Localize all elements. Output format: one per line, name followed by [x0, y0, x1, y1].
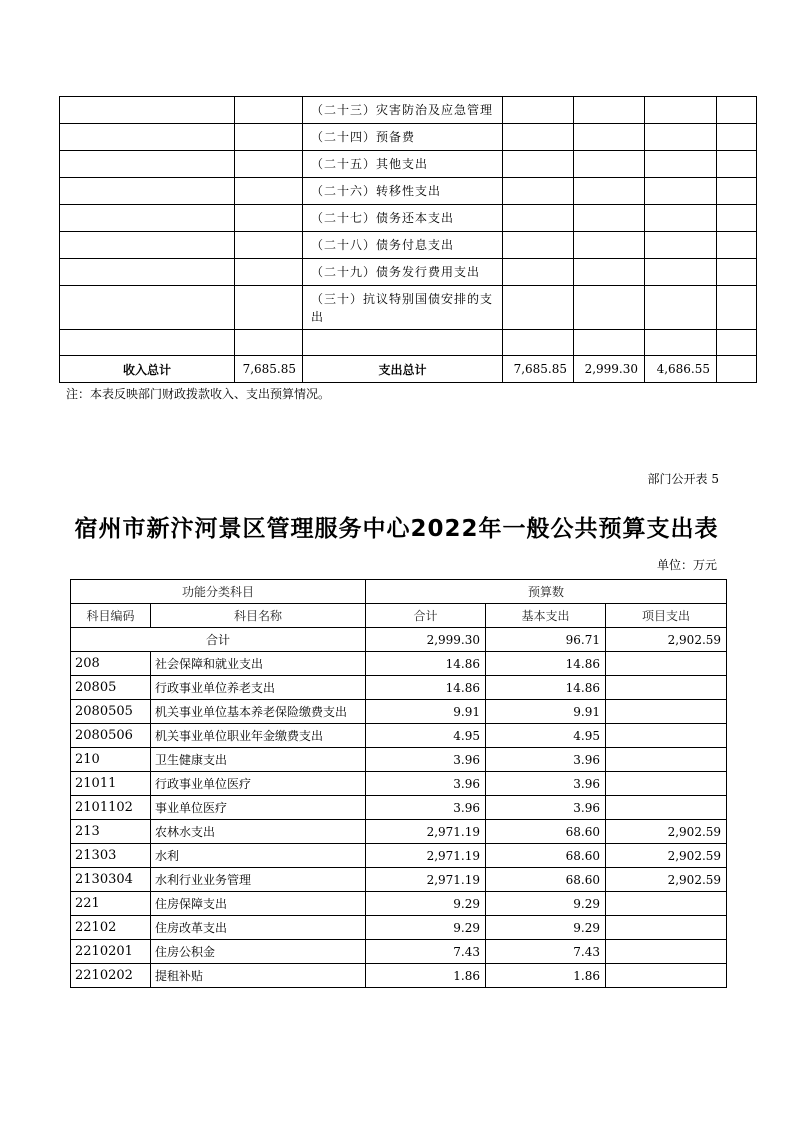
budget-basic: 3.96 [486, 748, 606, 772]
subject-name: 水利行业业务管理 [151, 868, 366, 892]
income-item-cell [60, 124, 235, 151]
prev-table-row [60, 286, 757, 330]
subject-name: 农林水支出 [151, 820, 366, 844]
header-col-row [71, 604, 727, 628]
table-number-label: 部门公开表 5 [647, 472, 719, 486]
subject-code: 2080506 [71, 724, 151, 748]
subject-code: 21011 [71, 772, 151, 796]
budget-project: 2,902.59 [606, 868, 727, 892]
expense-value-cell [503, 124, 574, 151]
table-row [71, 892, 727, 916]
table-row [71, 964, 727, 988]
expense-item-label: （二十七）债务还本支出 [303, 205, 503, 232]
empty-cell [717, 356, 757, 383]
subject-code: 2210201 [71, 940, 151, 964]
subject-code: 2210202 [71, 964, 151, 988]
budget-total: 14.86 [366, 676, 486, 700]
subject-code: 2101102 [71, 796, 151, 820]
subject-name: 住房公积金 [151, 940, 366, 964]
expense-item-label: （二十三）灾害防治及应急管理 [303, 97, 503, 124]
budget-basic: 14.86 [486, 676, 606, 700]
budget-basic: 68.60 [486, 820, 606, 844]
budget-project: 2,902.59 [606, 844, 727, 868]
budget-project [606, 964, 727, 988]
empty-cell [235, 330, 303, 356]
expense-project-cell [645, 205, 717, 232]
expense-extra-cell [717, 286, 757, 330]
expense-extra-cell [717, 232, 757, 259]
sum-project: 2,902.59 [606, 628, 727, 652]
expense-project-cell [645, 286, 717, 330]
income-value-cell [235, 97, 303, 124]
expense-item-label: （二十九）债务发行费用支出 [303, 259, 503, 286]
empty-cell [60, 330, 235, 356]
table-row [71, 772, 727, 796]
budget-total: 4.95 [366, 724, 486, 748]
income-value-cell [235, 124, 303, 151]
prev-table-blank-row [60, 330, 757, 356]
budget-total: 7.43 [366, 940, 486, 964]
empty-cell [717, 330, 757, 356]
expense-extra-cell [717, 178, 757, 205]
table-note: 注：本表反映部门财政拨款收入、支出预算情况。 [66, 387, 331, 401]
budget-total: 9.29 [366, 892, 486, 916]
sum-basic: 96.71 [486, 628, 606, 652]
expense-basic-cell [574, 259, 645, 286]
income-total-label: 收入总计 [60, 356, 235, 383]
expense-basic-cell [574, 178, 645, 205]
prev-table-row [60, 178, 757, 205]
subject-code: 21303 [71, 844, 151, 868]
table-row [71, 676, 727, 700]
prev-table-body [60, 97, 757, 383]
budget-basic: 68.60 [486, 868, 606, 892]
expense-basic-cell [574, 151, 645, 178]
header-group-row [71, 580, 727, 604]
income-item-cell [60, 286, 235, 330]
prev-table-total-row [60, 356, 757, 383]
table-row [71, 940, 727, 964]
table-row [71, 796, 727, 820]
expense-total-basic: 2,999.30 [574, 356, 645, 383]
header-name: 科目名称 [151, 604, 366, 628]
expense-basic-cell [574, 286, 645, 330]
expense-item-label: （二十八）债务付息支出 [303, 232, 503, 259]
table-row [71, 700, 727, 724]
prev-table-row [60, 232, 757, 259]
income-item-cell [60, 259, 235, 286]
income-total-value: 7,685.85 [235, 356, 303, 383]
expense-item-label: （二十四）预备费 [303, 124, 503, 151]
expense-item-label: （三十）抗议特别国债安排的支出 [303, 286, 503, 330]
budget-project [606, 916, 727, 940]
budget-project [606, 652, 727, 676]
subject-name: 住房保障支出 [151, 892, 366, 916]
budget-total: 14.86 [366, 652, 486, 676]
subject-code: 22102 [71, 916, 151, 940]
expense-basic-cell [574, 205, 645, 232]
budget-project [606, 700, 727, 724]
budget-project [606, 892, 727, 916]
subject-code: 2130304 [71, 868, 151, 892]
header-basic: 基本支出 [486, 604, 606, 628]
expense-project-cell [645, 232, 717, 259]
table-row [71, 916, 727, 940]
income-value-cell [235, 151, 303, 178]
expense-project-cell [645, 124, 717, 151]
income-item-cell [60, 97, 235, 124]
expense-extra-cell [717, 124, 757, 151]
table-row [71, 652, 727, 676]
subject-code: 20805 [71, 676, 151, 700]
subject-name: 机关事业单位基本养老保险缴费支出 [151, 700, 366, 724]
subject-name: 事业单位医疗 [151, 796, 366, 820]
expense-item-label: （二十五）其他支出 [303, 151, 503, 178]
expense-value-cell [503, 97, 574, 124]
subject-name: 行政事业单位养老支出 [151, 676, 366, 700]
budget-basic: 14.86 [486, 652, 606, 676]
budget-project [606, 724, 727, 748]
budget-project [606, 748, 727, 772]
income-value-cell [235, 178, 303, 205]
income-item-cell [60, 151, 235, 178]
expense-basic-cell [574, 97, 645, 124]
prev-table-row [60, 124, 757, 151]
income-item-cell [60, 232, 235, 259]
budget-total: 3.96 [366, 772, 486, 796]
expense-basic-cell [574, 124, 645, 151]
budget-basic: 4.95 [486, 724, 606, 748]
subject-name: 住房改革支出 [151, 916, 366, 940]
budget-total: 3.96 [366, 796, 486, 820]
budget-total: 2,971.19 [366, 844, 486, 868]
prev-table-row [60, 97, 757, 124]
budget-total: 1.86 [366, 964, 486, 988]
subject-code: 208 [71, 652, 151, 676]
expense-value-cell [503, 151, 574, 178]
budget-basic: 9.91 [486, 700, 606, 724]
header-func-category: 功能分类科目 [71, 580, 366, 604]
budget-total: 9.91 [366, 700, 486, 724]
budget-project [606, 940, 727, 964]
budget-project [606, 796, 727, 820]
table-row [71, 844, 727, 868]
unit-label: 单位：万元 [656, 558, 717, 572]
expense-project-cell [645, 151, 717, 178]
budget-project [606, 772, 727, 796]
expense-value-cell [503, 286, 574, 330]
prev-table-row [60, 151, 757, 178]
subject-name: 社会保障和就业支出 [151, 652, 366, 676]
expense-total-value: 7,685.85 [503, 356, 574, 383]
subject-name: 水利 [151, 844, 366, 868]
table-row [71, 724, 727, 748]
subject-name: 提租补贴 [151, 964, 366, 988]
budget-basic: 3.96 [486, 796, 606, 820]
header-budget: 预算数 [366, 580, 727, 604]
expense-extra-cell [717, 151, 757, 178]
expense-project-cell [645, 178, 717, 205]
income-value-cell [235, 205, 303, 232]
sum-row [71, 628, 727, 652]
subject-code: 221 [71, 892, 151, 916]
table-row [71, 820, 727, 844]
empty-cell [574, 330, 645, 356]
table-row [71, 868, 727, 892]
table-row [71, 748, 727, 772]
income-item-cell [60, 178, 235, 205]
expense-extra-cell [717, 259, 757, 286]
sum-label: 合计 [71, 628, 366, 652]
budget-basic: 3.96 [486, 772, 606, 796]
budget-basic: 1.86 [486, 964, 606, 988]
expense-extra-cell [717, 205, 757, 232]
budget-total: 2,971.19 [366, 820, 486, 844]
budget-basic: 68.60 [486, 844, 606, 868]
expense-project-cell [645, 97, 717, 124]
budget-total: 2,971.19 [366, 868, 486, 892]
expense-basic-cell [574, 232, 645, 259]
empty-cell [503, 330, 574, 356]
expenditure-table [70, 579, 727, 988]
expense-item-label: （二十六）转移性支出 [303, 178, 503, 205]
expense-value-cell [503, 178, 574, 205]
income-value-cell [235, 259, 303, 286]
header-project: 项目支出 [606, 604, 727, 628]
subject-code: 213 [71, 820, 151, 844]
empty-cell [303, 330, 503, 356]
budget-total: 3.96 [366, 748, 486, 772]
subject-name: 行政事业单位医疗 [151, 772, 366, 796]
expense-total-project: 4,686.55 [645, 356, 717, 383]
subject-name: 卫生健康支出 [151, 748, 366, 772]
expense-project-cell [645, 259, 717, 286]
header-total: 合计 [366, 604, 486, 628]
subject-code: 210 [71, 748, 151, 772]
expense-extra-cell [717, 97, 757, 124]
income-value-cell [235, 232, 303, 259]
expense-total-label: 支出总计 [303, 356, 503, 383]
sum-total: 2,999.30 [366, 628, 486, 652]
income-value-cell [235, 286, 303, 330]
budget-basic: 9.29 [486, 916, 606, 940]
budget-basic: 9.29 [486, 892, 606, 916]
budget-project [606, 676, 727, 700]
prev-budget-table [59, 96, 757, 383]
prev-table-row [60, 259, 757, 286]
subject-code: 2080505 [71, 700, 151, 724]
empty-cell [645, 330, 717, 356]
budget-project: 2,902.59 [606, 820, 727, 844]
expenditure-table-body [71, 652, 727, 988]
budget-total: 9.29 [366, 916, 486, 940]
prev-table-row [60, 205, 757, 232]
expense-value-cell [503, 232, 574, 259]
expense-value-cell [503, 259, 574, 286]
expense-value-cell [503, 205, 574, 232]
income-item-cell [60, 205, 235, 232]
subject-name: 机关事业单位职业年金缴费支出 [151, 724, 366, 748]
budget-basic: 7.43 [486, 940, 606, 964]
header-code: 科目编码 [71, 604, 151, 628]
page-title: 宿州市新汴河景区管理服务中心2022年一般公共预算支出表 [74, 516, 719, 542]
